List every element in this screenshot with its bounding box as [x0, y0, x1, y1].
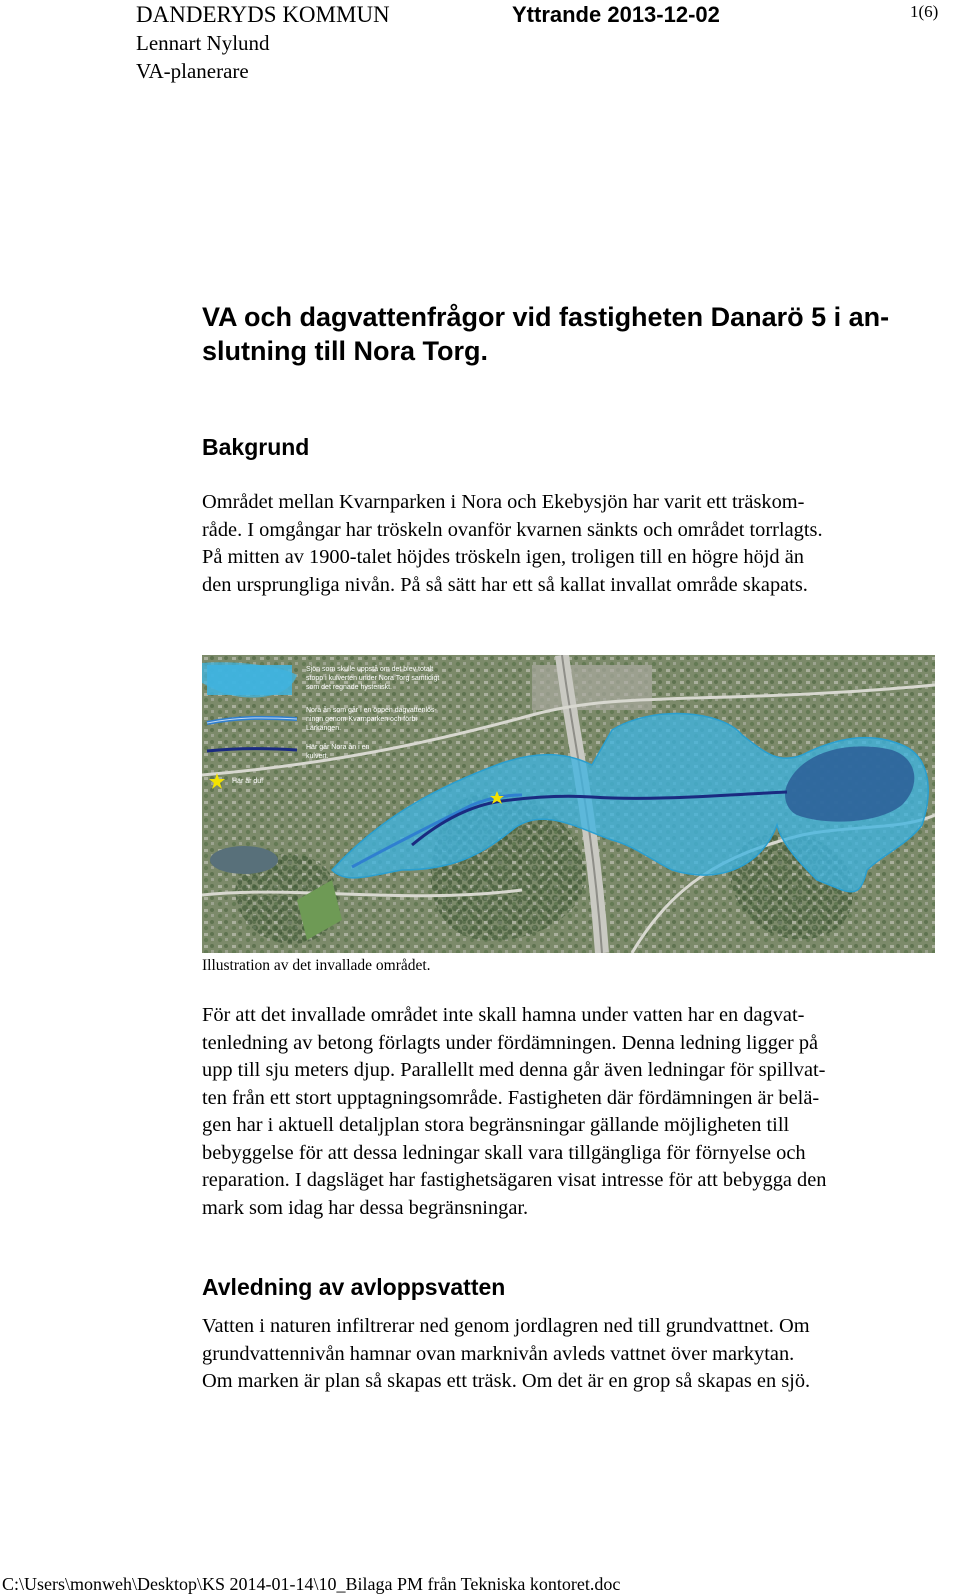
legend-text-open-channel: Nora ån som går i en öppen dagvattenlös- ningn genom Kvarnparken och förbi Lärkängen. [306, 707, 437, 732]
document-type-date: Yttrande 2013-12-02 [512, 2, 720, 27]
paragraph-bakgrund [202, 489, 823, 599]
organization-name: DANDERYDS KOMMUN [136, 2, 390, 27]
author-role: VA-planerare [136, 59, 249, 83]
legend-swatch-flooded [207, 665, 292, 695]
paragraph-line: grundvattennivån hamnar ovan marknivån avleds vattnet över markytan. [202, 1342, 795, 1365]
paragraph-line: Vatten i naturen infiltrerar ned genom jordlagren ned till grundvattnet. Om [202, 1315, 810, 1337]
paragraph-line: den ursprungliga nivån. På så sätt har ett så kallat invallat område skapats. [202, 573, 808, 596]
paragraph-line: råde. I omgångar har tröskeln ovanför kvarnen sänkts och området torrlagts. [202, 518, 823, 541]
paragraph-line: Området mellan Kvarnparken i Nora och Ekebysjön har varit ett träskom- [202, 491, 805, 513]
author-name: Lennart Nylund [136, 31, 270, 55]
page-number: 1(6) [910, 2, 939, 21]
aerial-map-figure [202, 655, 935, 953]
paragraph-line: gen har i aktuell detaljplan stora begränsningar gällande möjligheten till [202, 1114, 790, 1136]
section-heading-avledning: Avledning av avloppsvatten [202, 1274, 506, 1300]
paragraph-line: tenledning av betong förlagts under fördämningen. Denna ledning ligger på [202, 1031, 819, 1054]
paragraph-line: mark som idag har dessa begränsningar. [202, 1196, 529, 1219]
paragraph-line: reparation. I dagsläget har fastighetsägaren visat intresse för att bebygga den [202, 1169, 827, 1191]
legend-text-you-are-here: Här är du! [232, 778, 264, 785]
paragraph-line: upp till sju meters djup. Parallellt med denna går även ledningar för spillvat- [202, 1059, 826, 1081]
paragraph-line: ten från ett stort upptagningsområde. Fastigheten där fördämningen är belä- [202, 1086, 820, 1109]
paragraph-line: bebyggelse för att dessa ledningar skall vara tillgängliga för förnyelse och [202, 1141, 806, 1164]
paragraph-line: För att det invallade området inte skall hamna under vatten har en dagvat- [202, 1004, 805, 1026]
section-heading-bakgrund: Bakgrund [202, 434, 310, 460]
legend-text-flooded: Sjön som skulle uppstå om det blev totalt stopp i kulverten under Nora Torg samtidigt som det regnade hysteriskt. [306, 666, 440, 691]
legend-text-culvert: Här går Nora ån i en kulvert. [306, 744, 370, 760]
paragraph-invallade [202, 1002, 827, 1222]
figure-caption: Illustration av det invallade området. [202, 957, 431, 974]
paragraph-line: Om marken är plan så skapas ett träsk. Om det är en grop så skapas en sjö. [202, 1370, 811, 1392]
document-title: VA och dagvattenfrågor vid fastigheten Danarö 5 i an- slutning till Nora Torg. [202, 302, 890, 366]
footer-file-path: C:\Users\monweh\Desktop\KS 2014-01-14\10_Bilaga PM från Tekniska kontoret.doc [2, 1574, 621, 1594]
paragraph-line: På mitten av 1900-talet höjdes tröskeln igen, troligen till en högre höjd än [202, 546, 804, 568]
paragraph-avledning [202, 1313, 810, 1396]
map-lake [210, 846, 278, 874]
